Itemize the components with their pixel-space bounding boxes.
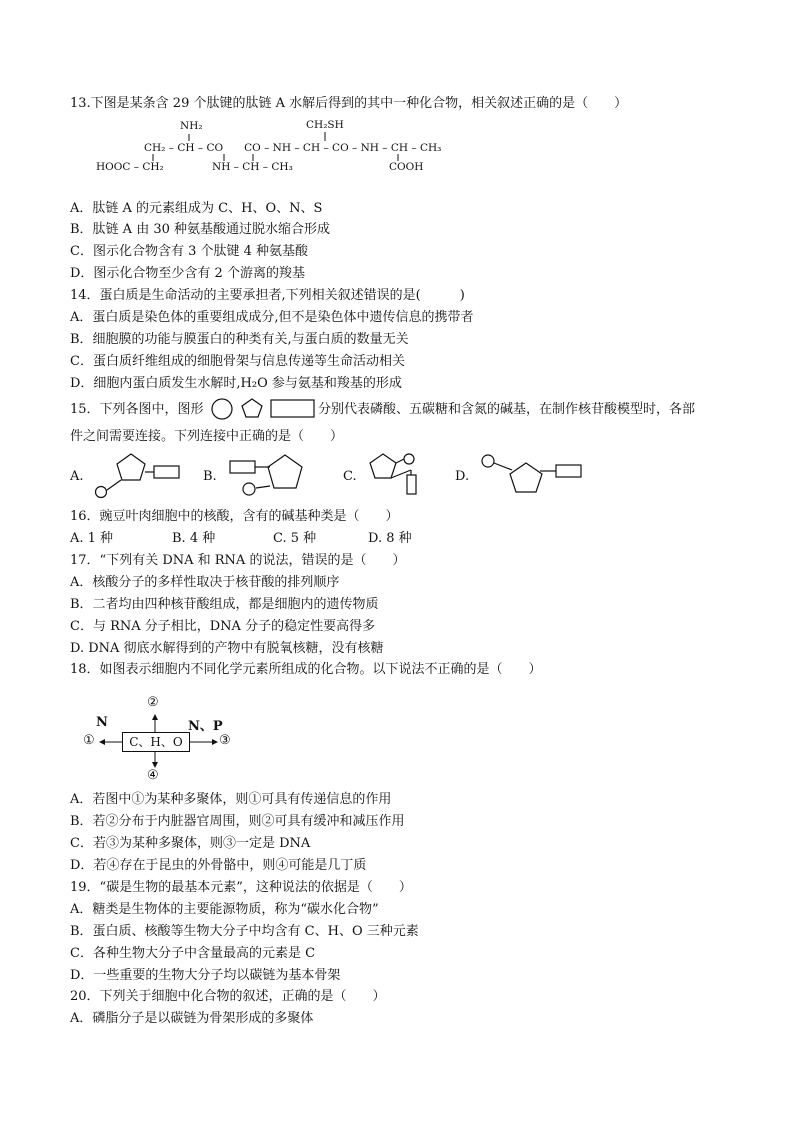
q15-option-b-model[interactable]: [226, 452, 312, 498]
question-20-stem: 20．下列关于细胞中化合物的叙述，正确的是（ ）: [70, 989, 386, 1004]
q19-option-c[interactable]: C．各种生物大分子中含量最高的元素是 C: [70, 946, 316, 961]
q14-option-c[interactable]: C．蛋白质纤维组成的细胞骨架与信息传递等生命活动相关: [70, 354, 405, 369]
pentagon-sugar-icon: [242, 399, 262, 417]
q18-option-d[interactable]: D．若④存在于昆虫的外骨骼中，则④可能是几丁质: [70, 858, 367, 873]
circle-phosphate-icon: [212, 399, 232, 419]
q19-option-d[interactable]: D．一些重要的生物大分子均以碳链为基本骨架: [70, 968, 341, 983]
diagram-right-label: N、P: [188, 719, 223, 734]
formula-cooh: COOH: [389, 161, 424, 173]
q15-option-a-model[interactable]: [88, 450, 184, 500]
diagram-left-label: N: [96, 715, 108, 730]
q15-option-b-label[interactable]: B.: [203, 469, 217, 484]
q19-option-a[interactable]: A．糖类是生物体的主要能源物质，称为“碳水化合物”: [70, 902, 379, 917]
question-13-stem: 13.下图是某条含 29 个肽键的肽链 A 水解后得到的其中一种化合物，相关叙述正确的是（ ）: [70, 96, 628, 111]
formula-side-chain: HOOC – CH₂: [96, 161, 164, 173]
q16-option-a[interactable]: A. 1 种: [70, 531, 114, 546]
q16-option-b[interactable]: B. 4 种: [172, 531, 216, 546]
q13-option-c[interactable]: C．图示化合物含有 3 个肽键 4 种氨基酸: [70, 244, 309, 259]
question-19-stem: 19．“碳是生物的最基本元素”，这种说法的依据是（ ）: [70, 880, 412, 895]
q15-option-a-label[interactable]: A.: [70, 469, 84, 484]
diagram-center-box: C、H、O: [122, 732, 190, 752]
formula-nh-ch-ch3: NH – CH – CH₃: [212, 161, 293, 173]
q20-option-a[interactable]: A．磷脂分子是以碳链为骨架形成的多聚体: [70, 1011, 314, 1026]
diagram-node-4: ④: [147, 768, 159, 783]
q13-option-b[interactable]: B．肽链 A 由 30 种氨基酸通过脱水缩合形成: [70, 222, 331, 237]
q18-option-c[interactable]: C．若③为某种多聚体，则③一定是 DNA: [70, 836, 311, 851]
rectangle-base-icon: [271, 400, 314, 417]
question-18-stem: 18．如图表示细胞内不同化学元素所组成的化合物。以下说法不正确的是（ ）: [70, 662, 542, 677]
question-17-stem: 17．“下列有关 DNA 和 RNA 的说法，错误的是（ ）: [70, 553, 406, 568]
q13-option-d[interactable]: D．图示化合物至少含有 2 个游离的羧基: [70, 266, 305, 281]
diagram-node-1: ①: [83, 733, 95, 748]
q18-element-diagram: [78, 695, 248, 787]
formula-ch2sh: CH₂SH: [306, 119, 344, 131]
question-13-structural-formula: [96, 118, 456, 182]
q15-option-d-label[interactable]: D.: [455, 469, 470, 484]
q14-option-d[interactable]: D．细胞内蛋白质发生水解时,H₂O 参与氨基和羧基的形成: [70, 376, 402, 391]
diagram-node-3: ③: [219, 733, 231, 748]
q13-option-a[interactable]: A．肽链 A 的元素组成为 C、H、O、N、S: [70, 201, 323, 216]
question-15-stem-suffix: 分别代表磷酸、五碳糖和含氮的碱基，在制作核苷酸模型时，各部: [318, 402, 696, 417]
q17-option-c[interactable]: C．与 RNA 分子相比，DNA 分子的稳定性要高得多: [70, 619, 376, 634]
q15-option-d-model[interactable]: [478, 452, 588, 496]
question-15-stem-line2: 件之间需要连接。下列连接中正确的是（ ）: [70, 429, 344, 444]
formula-nh2: NH₂: [180, 120, 203, 132]
question-15-stem-prefix: 15．下列各图中，图形: [70, 402, 204, 417]
q16-option-d[interactable]: D. 8 种: [368, 531, 412, 546]
q18-option-b[interactable]: B．若②分布于内脏器官周围，则②可具有缓冲和减压作用: [70, 814, 405, 829]
q17-option-b[interactable]: B．二者均由四种核苷酸组成，都是细胞内的遗传物质: [70, 597, 379, 612]
q16-option-c[interactable]: C. 5 种: [273, 531, 317, 546]
q19-option-b[interactable]: B．蛋白质、核酸等生物大分子中均含有 C、H、O 三种元素: [70, 924, 419, 939]
q17-option-a[interactable]: A．核酸分子的多样性取决于核苷酸的排列顺序: [70, 575, 340, 590]
q15-legend-shapes: [210, 397, 318, 421]
question-14-stem: 14．蛋白质是生命活动的主要承担者,下列相关叙述错误的是( ): [70, 288, 465, 303]
q14-option-b[interactable]: B．细胞膜的功能与膜蛋白的种类有关,与蛋白质的数量无关: [70, 332, 409, 347]
diagram-node-2: ②: [147, 695, 159, 710]
q17-option-d[interactable]: D. DNA 彻底水解得到的产物中有脱氧核糖，没有核糖: [70, 641, 384, 656]
question-16-stem: 16．豌豆叶肉细胞中的核酸，含有的碱基种类是（ ）: [70, 509, 399, 524]
formula-main-chain: CH₂ – CH – CO CO – NH – CH – CO – NH – CH – CH₃: [144, 142, 442, 154]
q15-option-c-label[interactable]: C.: [343, 469, 357, 484]
q15-option-c-model[interactable]: [364, 450, 436, 498]
q18-option-a[interactable]: A．若图中①为某种多聚体，则①可具有传递信息的作用: [70, 792, 392, 807]
q14-option-a[interactable]: A．蛋白质是染色体的重要组成成分,但不是染色体中遗传信息的携带者: [70, 310, 474, 325]
